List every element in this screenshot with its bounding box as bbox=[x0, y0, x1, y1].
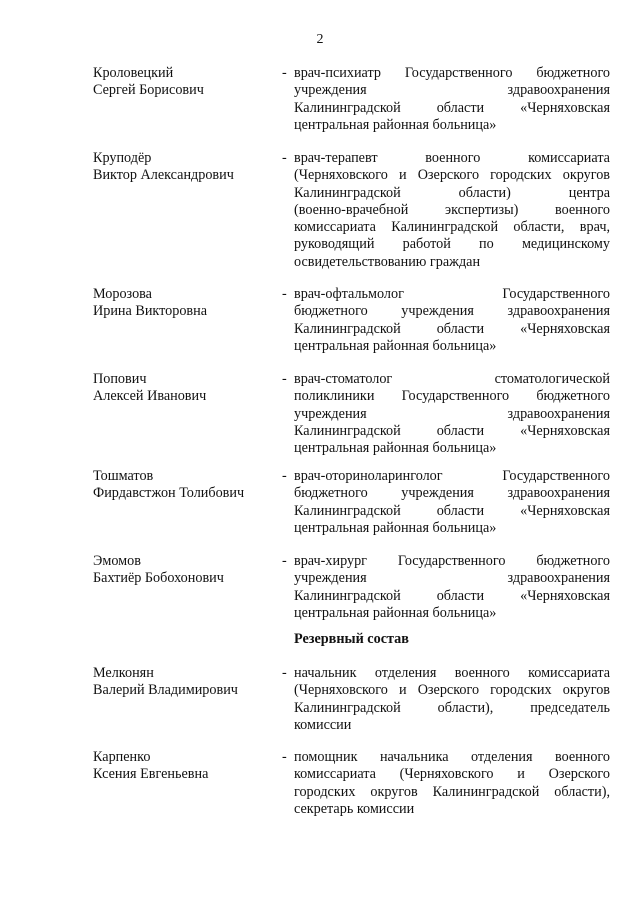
role-line: Калининградской области «Черняховская bbox=[294, 587, 610, 604]
role-line: врач-стоматолог стоматологической bbox=[294, 371, 610, 387]
surname: Мелконян bbox=[93, 665, 154, 681]
member-role bbox=[294, 665, 610, 734]
role-line: центральная районная больница» bbox=[294, 519, 497, 536]
role-line: комиссариата Калининградской области, врач, bbox=[294, 219, 610, 236]
role-line: (Черняховского и Озерского городских округов bbox=[294, 167, 610, 184]
surname: Морозова bbox=[93, 286, 152, 302]
surname: Круподёр bbox=[93, 150, 152, 166]
role-line: врач-офтальмолог Государственного bbox=[294, 286, 610, 302]
role-line: врач-оториноларинголог Государственного bbox=[294, 468, 610, 484]
member-name bbox=[93, 65, 278, 100]
dash: - bbox=[282, 150, 287, 166]
member-name bbox=[93, 749, 278, 784]
dash: - bbox=[282, 286, 287, 302]
given-names: Сергей Борисович bbox=[93, 82, 204, 99]
role-line: Калининградской области «Черняховская bbox=[294, 422, 610, 439]
role-line: учреждения здравоохранения bbox=[294, 405, 610, 422]
given-names: Алексей Иванович bbox=[93, 388, 207, 405]
role-line: учреждения здравоохранения bbox=[294, 570, 610, 587]
role-line: учреждения здравоохранения bbox=[294, 82, 610, 99]
role-line: Калининградской области «Черняховская bbox=[294, 99, 610, 116]
role-line: комиссии bbox=[294, 716, 352, 733]
member-name bbox=[93, 371, 278, 406]
role-line: (военно-врачебной экспертизы) военного bbox=[294, 201, 610, 218]
role-line: центральная районная больница» bbox=[294, 440, 497, 457]
role-line: бюджетного учреждения здравоохранения bbox=[294, 303, 610, 320]
role-line: секретарь комиссии bbox=[294, 800, 415, 817]
role-line: (Черняховского и Озерского городских округов bbox=[294, 682, 610, 699]
member-name bbox=[93, 150, 278, 185]
role-line: центральная районная больница» bbox=[294, 116, 497, 133]
page-number: 2 bbox=[316, 32, 324, 47]
given-names: Ирина Викторовна bbox=[93, 303, 208, 320]
role-line: Калининградской области «Черняховская bbox=[294, 320, 610, 337]
role-line: поликлиники Государственного бюджетного bbox=[294, 388, 610, 405]
section-title-reserve: Резервный состав bbox=[294, 631, 409, 647]
role-line: центральная районная больница» bbox=[294, 337, 497, 354]
dash: - bbox=[282, 553, 287, 569]
role-line: Калининградской области), председатель bbox=[294, 699, 610, 716]
given-names: Валерий Владимирович bbox=[93, 682, 238, 699]
surname: Эмомов bbox=[93, 553, 141, 569]
given-names: Фирдавстжон Толибович bbox=[93, 485, 245, 502]
dash: - bbox=[282, 468, 287, 484]
member-name bbox=[93, 468, 278, 503]
member-name bbox=[93, 665, 278, 700]
member-role bbox=[294, 65, 610, 134]
dash: - bbox=[282, 749, 287, 765]
role-line: городских округов Калининградской области), bbox=[294, 783, 610, 800]
dash: - bbox=[282, 65, 287, 81]
role-line: Калининградской области «Черняховская bbox=[294, 502, 610, 519]
given-names: Бахтиёр Бобохонович bbox=[93, 570, 224, 587]
role-line: бюджетного учреждения здравоохранения bbox=[294, 485, 610, 502]
surname: Карпенко bbox=[93, 749, 151, 765]
member-role bbox=[294, 150, 610, 271]
role-line: освидетельствованию граждан bbox=[294, 253, 481, 270]
surname: Тошматов bbox=[93, 468, 154, 484]
role-line: центральная районная больница» bbox=[294, 604, 497, 621]
role-line: комиссариата (Черняховского и Озерского bbox=[294, 766, 610, 783]
dash: - bbox=[282, 665, 287, 681]
role-line: Калининградской области) центра bbox=[294, 184, 610, 201]
given-names: Ксения Евгеньевна bbox=[93, 766, 209, 783]
role-line: начальник отделения военного комиссариата bbox=[294, 665, 610, 681]
member-name bbox=[93, 553, 278, 588]
member-name bbox=[93, 286, 278, 321]
given-names: Виктор Александрович bbox=[93, 167, 234, 184]
surname: Кроловецкий bbox=[93, 65, 174, 81]
role-line: помощник начальника отделения военного bbox=[294, 749, 610, 765]
dash: - bbox=[282, 371, 287, 387]
member-role bbox=[294, 553, 610, 622]
role-line: врач-психиатр Государственного бюджетного bbox=[294, 65, 610, 81]
member-role bbox=[294, 468, 610, 537]
member-role bbox=[294, 286, 610, 355]
surname: Попович bbox=[93, 371, 147, 387]
role-line: руководящий работой по медицинскому bbox=[294, 236, 610, 253]
role-line: врач-терапевт военного комиссариата bbox=[294, 150, 610, 166]
member-role bbox=[294, 371, 610, 457]
role-line: врач-хирург Государственного бюджетного bbox=[294, 553, 610, 569]
member-role bbox=[294, 749, 610, 818]
